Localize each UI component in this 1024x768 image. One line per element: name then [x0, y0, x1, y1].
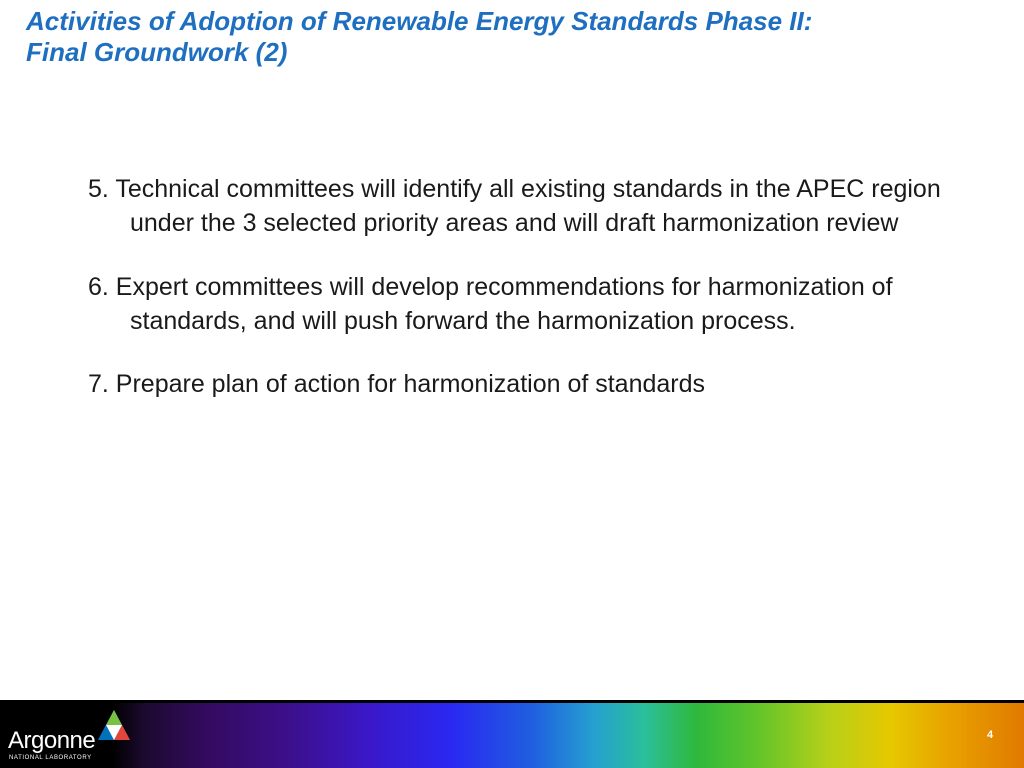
- logo-wordmark: Argonne: [8, 727, 96, 754]
- bullet-item-5: 5. Technical committees will identify all existing standards in the APEC region under the 3 selected priority areas and will draft harmonization review: [88, 175, 941, 237]
- slide-title-line-1: Activities of Adoption of Renewable Energy Standards Phase II:: [26, 6, 813, 36]
- bullet-item-6: 6. Expert committees will develop recommendations for harmonization of standards, and will push forward the harmonization process.: [88, 273, 893, 335]
- slide-title: [26, 6, 1006, 68]
- argonne-triangle-icon: [96, 708, 132, 744]
- footer-divider: [0, 700, 1024, 703]
- bullet-item-7: 7. Prepare plan of action for harmonization of standards: [88, 370, 706, 398]
- logo-subtitle: NATIONAL LABORATORY: [9, 755, 92, 761]
- page-number: 4: [986, 729, 994, 741]
- footer-spectrum-bar: [0, 700, 1024, 768]
- argonne-logo: [8, 708, 138, 764]
- bullet-list: [88, 172, 988, 430]
- slide-title-line-2: Final Groundwork (2): [26, 37, 288, 67]
